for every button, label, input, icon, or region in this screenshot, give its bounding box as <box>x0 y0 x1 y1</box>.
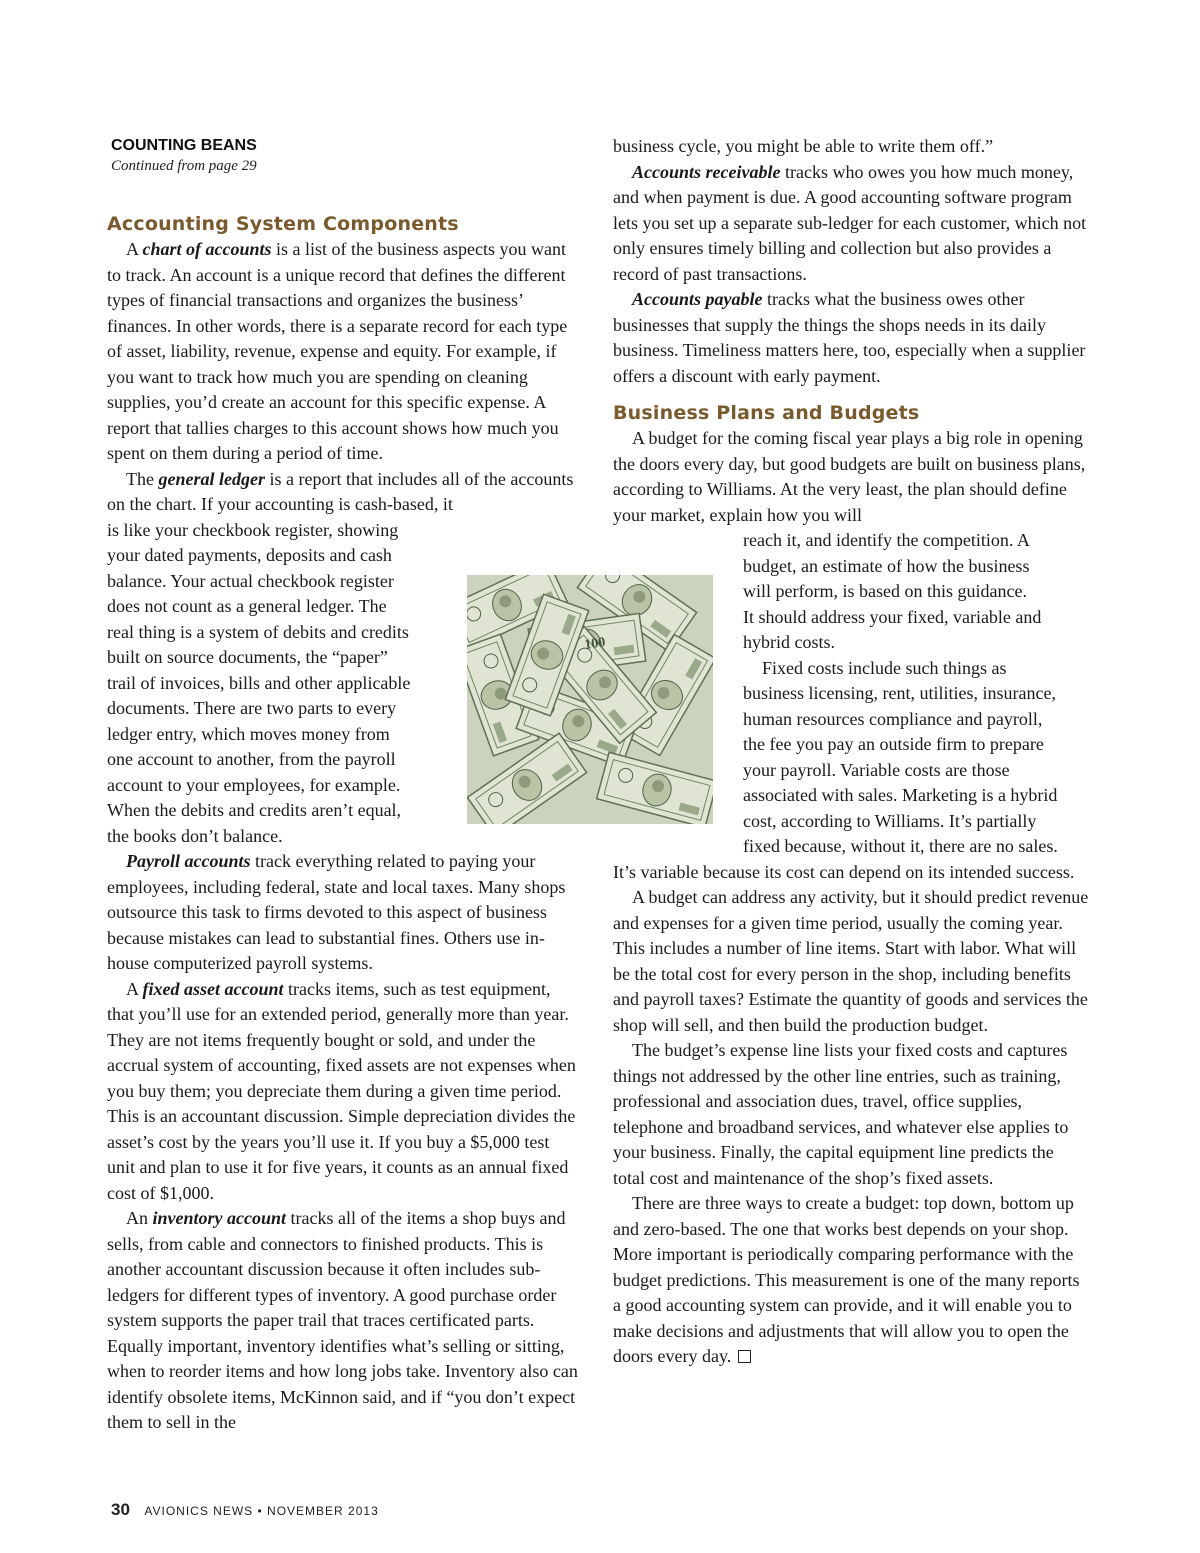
paragraph-expense-line: The budget’s expense line lists your fixed costs and captures things not addressed by the other line entries, such as training, professional and association dues, travel, office supplies, telephone and broadband services, and whatever else applies to your business. Finally, the capital equipment line predicts the total cost and maintenance of the shop’s fixed assets. <box>613 1040 1069 1188</box>
term-accounts-payable: Accounts payable <box>632 289 763 309</box>
paragraph-inventory-account: An inventory account tracks all of the items a shop buys and sells, from cable and connectors to finished products. This is another accountant discussion because it often includes sub-ledgers for different types of inventory. A good purchase order system supports the paper trail that traces certificated parts. Equally important, inventory identifies what’s selling or sitting, when to reorder items and how long jobs take. Inventory also can identify obsolete items, McKinnon said, and if “you don’t expect them to sell in the <box>107 1208 578 1432</box>
publication-line: AVIONICS NEWS • NOVEMBER 2013 <box>144 1504 379 1518</box>
heading-business-plans-and-budgets: Business Plans and Budgets <box>613 402 920 424</box>
general-ledger-wrapped-text: is like your checkbook register, showing your dated payments, deposits and cash balance. Your actual checkbook register does not count as a general ledger. The real thing is a system of debits and credits built on source documents, the “paper” trail of invoices, bills and other applicable documents. There are two parts to every ledger entry, which moves money from one account to another, from the payroll account to your employees, for example. When the debits and credits aren’t equal, the books don’t balance. <box>107 519 411 846</box>
paragraph-general-ledger: The general ledger is a report that includes all of the accounts on the chart. If your accounting is cash-based, it <box>107 468 574 514</box>
paragraph-accounts-receivable: Accounts receivable tracks who owes you how much money, and when payment is due. A good accounting software program lets you set up a separate sub-ledger for each customer, which not only ensures timely billing and collection but also provides a record of past transactions. <box>613 161 1087 284</box>
term-fixed-asset-account: fixed asset account <box>142 978 284 999</box>
term-inventory-account: inventory account <box>152 1208 286 1228</box>
paragraph-budget-intro: A budget for the coming fiscal year plays a big role in opening the doors every day, but good budgets are built on business plans, according to Williams. At the very least, the plan should define your market, explain how you will <box>613 428 1086 525</box>
paragraph-fixed-asset-account: A fixed asset account tracks items, such as test equipment, that you’ll use for an extended period, generally more than year. They are not items frequently bought or sold, and under the accrual system of accounting, fixed assets are not expenses when you buy them; you depreciate them during a given time period. This is an accountant discussion. Simple depreciation divides the asset’s cost by the years you’ll use it. If you buy a $5,000 test unit and plan to use it for five years, it counts as an annual fixed cost of $1,000. <box>107 978 576 1203</box>
continued-note: Continued from page 29 <box>111 158 257 174</box>
end-of-story-box-icon <box>738 1350 751 1363</box>
paragraph-fixed-costs-rest: It’s variable because its cost can depend on its intended success. <box>613 861 1075 882</box>
budget-intro-wrapped-text: reach it, and identify the competition. A budget, an estimate of how the business will perform, is based on this guidance. It should address your fixed, variable and hybrid costs. Fixed costs include such things as business licensing, rent, utilities, insurance, human resources compliance and payroll, the fee you pay an outside firm to prepare your payroll. Variable costs are those associated with sales. Marketing is a hybrid cost, according to Williams. It’s partially fixed because, without it, there are no sales. <box>743 530 1058 856</box>
heading-accounting-system-components: Accounting System Components <box>107 213 459 235</box>
bill-label: 100 <box>583 635 607 653</box>
paragraph-three-ways: There are three ways to create a budget: top down, bottom up and zero-based. The one that works best depends on your shop. More important is periodically comparing performance with the budget predictions. This measurement is one of the many reports a good accounting system can provide, and it will enable you to make decisions and adjustments that will allow you to open the doors every day. <box>613 1193 1080 1366</box>
term-general-ledger: general ledger <box>158 468 265 489</box>
paragraph-accounts-payable: Accounts payable tracks what the business owes other businesses that supply the things the shops needs in its daily business. Timeliness matters here, too, especially when a supplier offers a discount with early payment. <box>613 289 1086 386</box>
page-footer <box>111 1500 379 1520</box>
paragraph-continuation: business cycle, you might be able to write them off.” <box>613 136 994 156</box>
term-payroll-accounts: Payroll accounts <box>126 851 251 871</box>
term-accounts-receivable: Accounts receivable <box>632 161 781 182</box>
paragraph-budget-activity: A budget can address any activity, but it should predict revenue and expenses for a given time period, usually the coming year. This includes a number of line items. Start with labor. What will be the total cost for every person in the shop, including benefits and payroll taxes? Estimate the quantity of goods and services the shop will sell, and then build the production budget. <box>613 887 1089 1035</box>
page-number: 30 <box>111 1500 130 1519</box>
paragraph-chart-of-accounts: A chart of accounts is a list of the business aspects you want to track. An account is a unique record that defines the different types of financial transactions and organizes the business’ finances. In other words, there is a separate record for each type of asset, liability, revenue, expense and equity. For example, if you want to track how much you are spending on cleaning supplies, you’d create an account for this specific expense. A report that tallies charges to this account shows how much you spent on them during a period of time. <box>107 239 568 463</box>
term-chart-of-accounts: chart of accounts <box>142 239 272 259</box>
paragraph-payroll-accounts: Payroll accounts track everything related to paying your employees, including federal, state and local taxes. Many shops outsource this task to firms devoted to this aspect of business because mistakes can lead to substantial fines. Others use in-house computerized payroll systems. <box>107 851 566 973</box>
section-kicker: COUNTING BEANS <box>111 137 257 154</box>
right-column <box>613 134 1089 1370</box>
